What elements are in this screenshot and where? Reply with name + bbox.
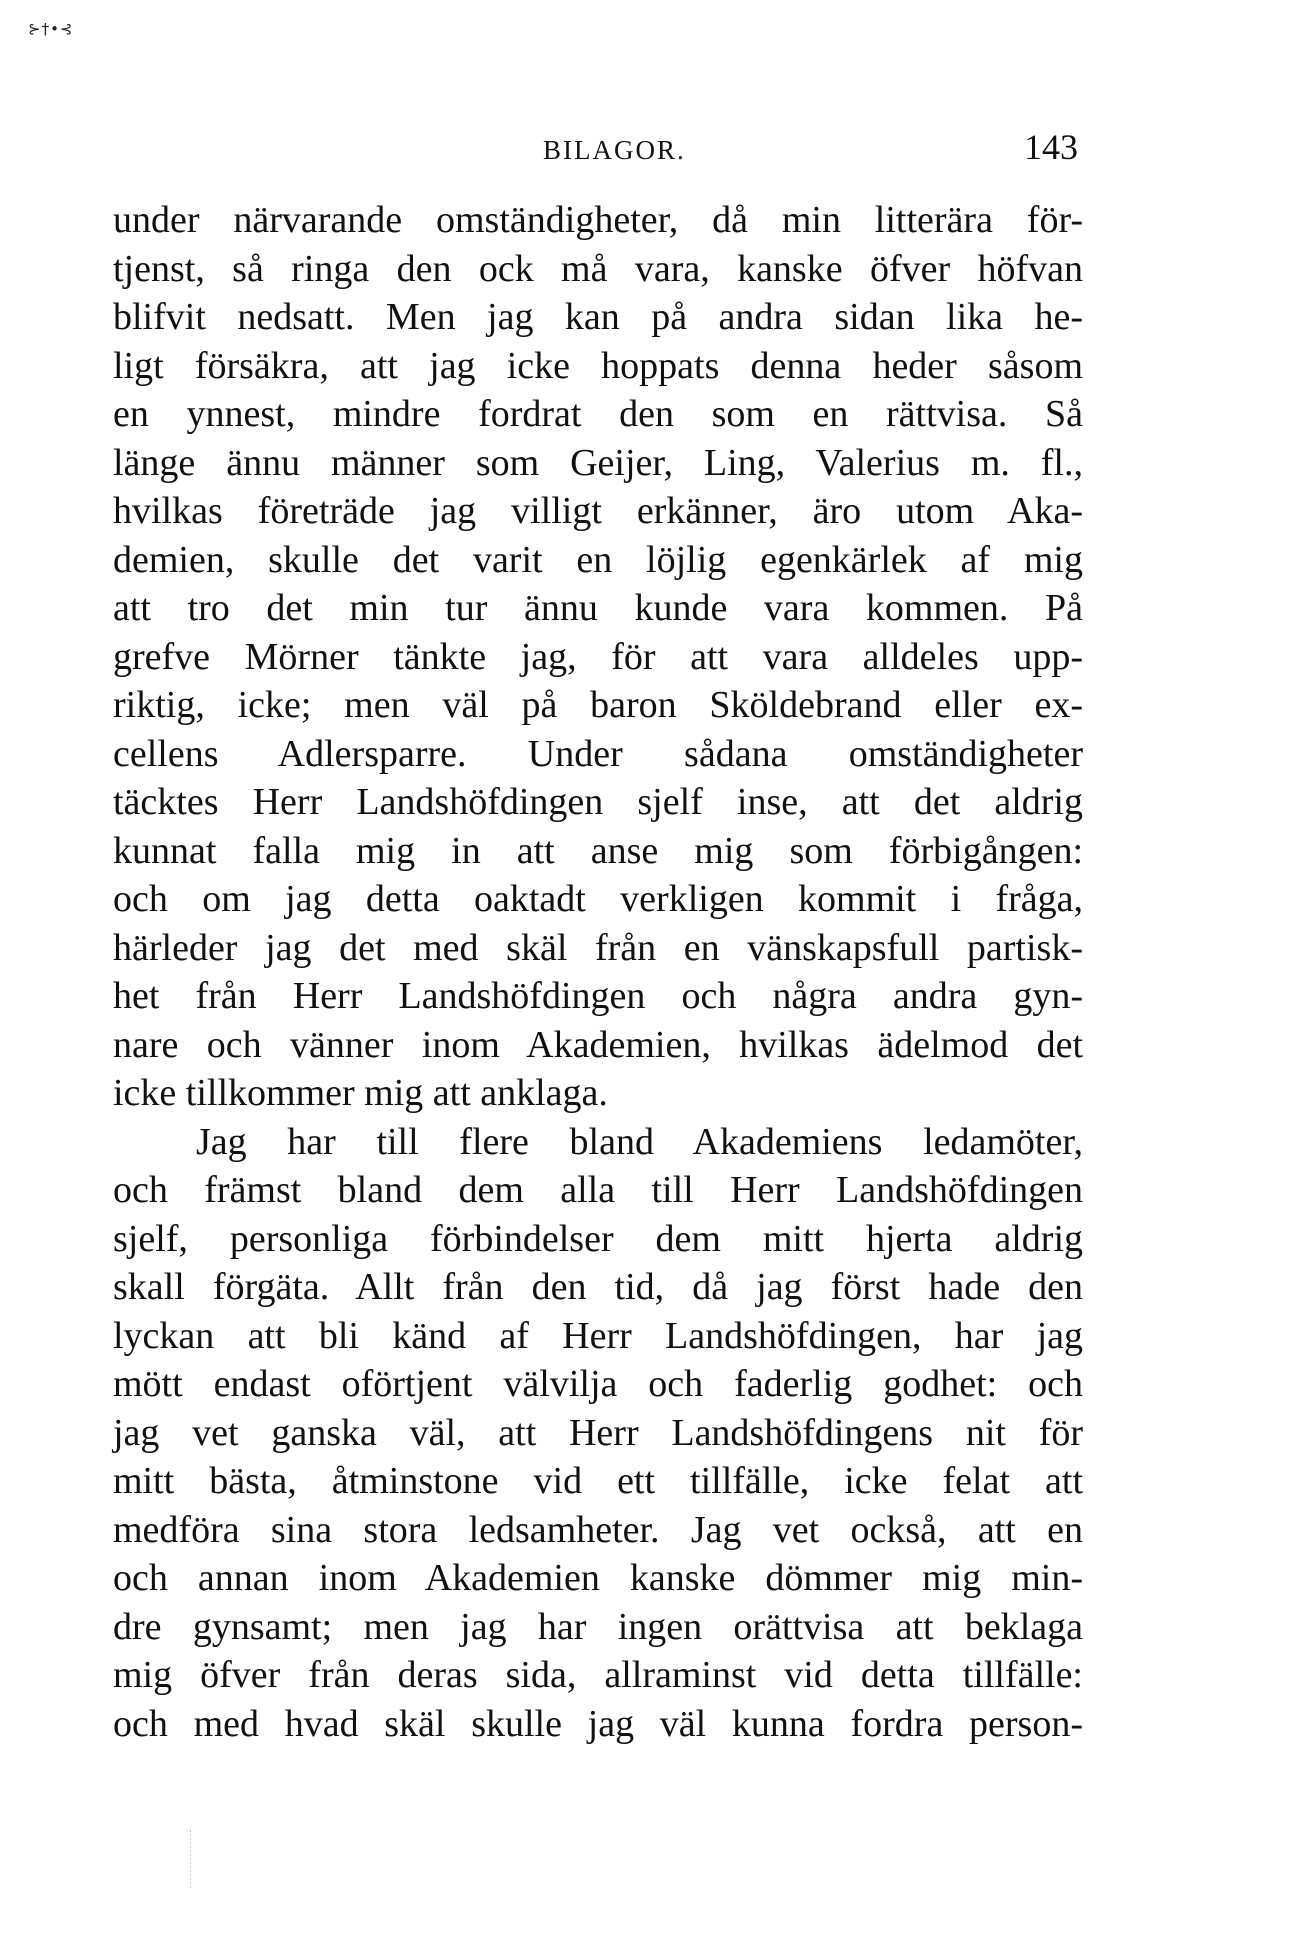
text-line: härleder jag det med skäl från en vänskapsfull partisk- [113,926,1083,969]
body-text [113,196,1083,1748]
text-line: länge ännu männer som Geijer, Ling, Valerius m. fl., [113,441,1083,484]
corner-ink-mark: ⊱†•⊰ [28,20,74,38]
text-line: mig öfver från deras sida, allraminst vid detta tillfälle: [113,1654,1083,1696]
text-line: jag vet ganska väl, att Herr Landshöfdingens nit för [113,1411,1083,1454]
text-line: en ynnest, mindre fordrat den som en rättvisa. Så [113,393,1083,435]
text-line: under närvarande omständigheter, då min litterära för- [113,199,1083,241]
text-line: att tro det min tur ännu kunde vara kommen. På [113,587,1083,629]
page-number: 143 [1024,127,1078,167]
text-line: och annan inom Akademien kanske dömmer mig min- [113,1557,1083,1599]
text-line: blifvit nedsatt. Men jag kan på andra sidan lika he- [113,296,1083,338]
text-line: mött endast oförtjent välvilja och faderlig godhet: och [113,1363,1083,1405]
text-line: het från Herr Landshöfdingen och några andra gyn- [113,975,1083,1017]
text-line: täcktes Herr Landshöfdingen sjelf inse, att det aldrig [113,781,1083,823]
text-line: hvilkas företräde jag villigt erkänner, äro utom Aka- [113,490,1083,532]
text-line: grefve Mörner tänkte jag, för att vara alldeles upp- [113,635,1083,678]
text-line: dre gynsamt; men jag har ingen orättvisa att beklaga [113,1605,1083,1648]
text-line: och främst bland dem alla till Herr Landshöfdingen [113,1169,1083,1211]
text-line: och om jag detta oaktadt verkligen kommit i fråga, [113,878,1083,920]
running-head: BILAGOR. [543,135,686,165]
text-line: och med hvad skäl skulle jag väl kunna fordra person- [113,1702,1083,1745]
text-line: tjenst, så ringa den ock må vara, kanske öfver höfvan [113,247,1083,290]
text-line: ligt försäkra, att jag icke hoppats denna heder såsom [113,344,1083,387]
text-line: nare och vänner inom Akademien, hvilkas ädelmod det [113,1023,1083,1066]
text-line: cellens Adlersparre. Under sådana omständigheter [113,732,1083,775]
text-line: medföra sina stora ledsamheter. Jag vet också, att en [113,1508,1083,1551]
text-line: kunnat falla mig in att anse mig som förbigången: [113,829,1083,872]
paragraph-2 [113,1118,1083,1749]
text-line: riktig, icke; men väl på baron Sköldebrand eller ex- [113,684,1083,726]
text-line: skall förgäta. Allt från den tid, då jag först hade den [113,1266,1083,1308]
text-line: lyckan att bli känd af Herr Landshöfdingen, har jag [113,1314,1083,1357]
stray-ink-mark [190,1830,193,1888]
text-line: Jag har till flere bland Akademiens ledamöter, [196,1120,1083,1163]
text-line: icke tillkommer mig att anklaga. [113,1072,608,1114]
text-line: sjelf, personliga förbindelser dem mitt hjerta aldrig [113,1217,1083,1260]
text-line: demien, skulle det varit en löjlig egenkärlek af mig [113,538,1083,581]
text-line: mitt bästa, åtminstone vid ett tillfälle, icke felat att [113,1460,1083,1502]
paragraph-1 [113,196,1083,1118]
